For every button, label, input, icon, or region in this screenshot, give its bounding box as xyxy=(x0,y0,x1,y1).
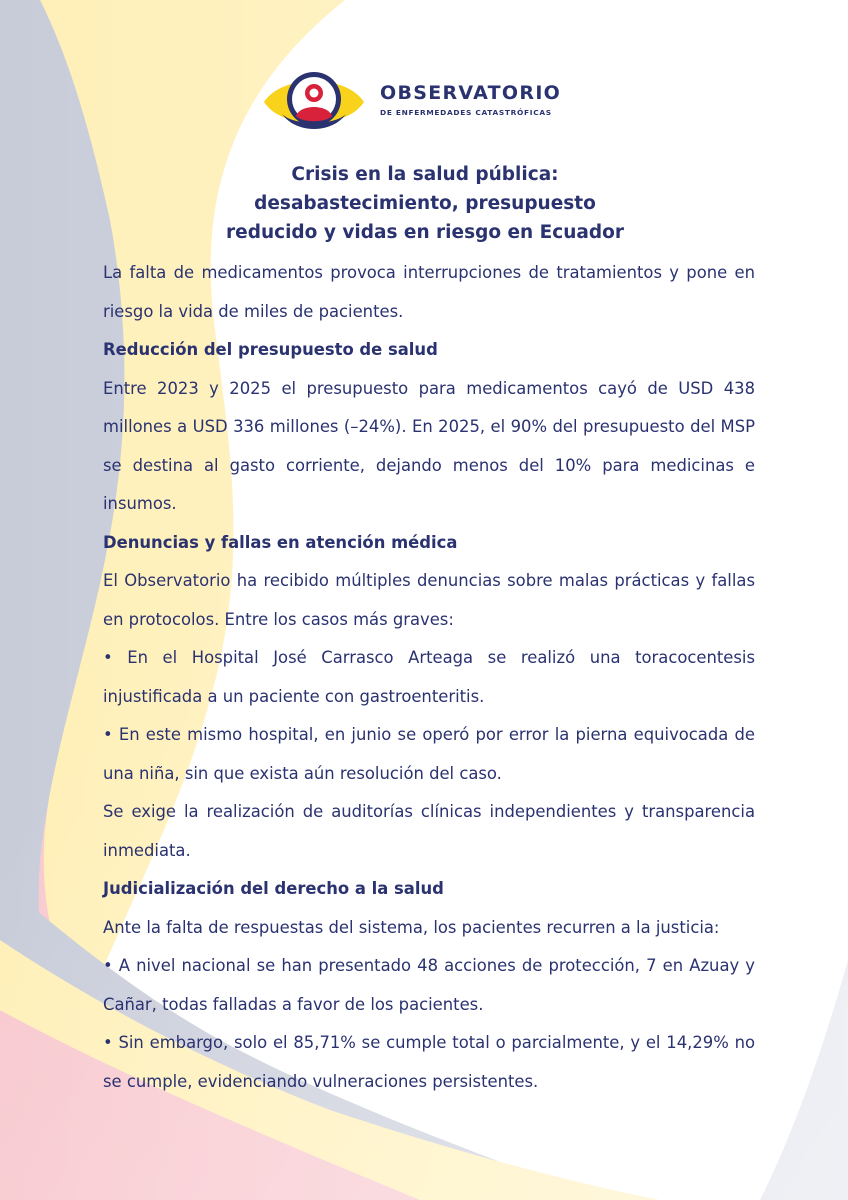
logo-name: OBSERVATORIO xyxy=(380,82,562,104)
title-line-3: reducido y vidas en riesgo en Ecuador xyxy=(226,222,624,243)
title-line-2: desabastecimiento, presupuesto xyxy=(254,193,596,214)
section-heading-judicial: Judicialización del derecho a la salud xyxy=(103,879,444,898)
observatorio-logo xyxy=(262,66,602,138)
page-title xyxy=(160,160,690,247)
judicial-paragraph: Ante la falta de respuestas del sistema, los pacientes recurren a la justicia: xyxy=(103,917,720,937)
complaints-demand: Se exige la realización de auditorías clínicas independientes y transparencia inmediata. xyxy=(103,802,755,860)
section-heading-budget: Reducción del presupuesto de salud xyxy=(103,340,438,359)
complaints-bullet-1: • En el Hospital José Carrasco Arteaga se realizó una toracocentesis injustificada a un paciente con gastroenteritis. xyxy=(103,648,755,706)
logo-subtitle: DE ENFERMEDADES CATASTRÓFICAS xyxy=(380,108,552,117)
section-heading-complaints: Denuncias y fallas en atención médica xyxy=(103,532,458,552)
intro-paragraph: La falta de medicamentos provoca interrupciones de tratamientos y pone en riesgo la vida de miles de pacientes. xyxy=(103,263,755,321)
complaints-paragraph: El Observatorio ha recibido múltiples denuncias sobre malas prácticas y fallas en protocolos. Entre los casos más graves: xyxy=(103,571,755,629)
budget-paragraph: Entre 2023 y 2025 el presupuesto para medicamentos cayó de USD 438 millones a USD 336 millones (–24%). En 2025, el 90% del presupuesto del MSP se destina al gasto corriente, dejando menos del 10% para medicinas e insumos. xyxy=(103,378,755,513)
judicial-bullet-2: • Sin embargo, solo el 85,71% se cumple total o parcialmente, y el 14,29% no se cumple, evidenciando vulneraciones persistentes. xyxy=(103,1033,755,1091)
eye-logo-icon xyxy=(262,66,366,138)
judicial-bullet-1: • A nivel nacional se han presentado 48 acciones de protección, 7 en Azuay y Cañar, todas falladas a favor de los pacientes. xyxy=(103,956,755,1014)
title-line-1: Crisis en la salud pública: xyxy=(291,164,559,185)
complaints-bullet-2: • En este mismo hospital, en junio se operó por error la pierna equivocada de una niña, sin que exista aún resolución del caso. xyxy=(103,725,755,783)
article-body xyxy=(103,254,755,1101)
